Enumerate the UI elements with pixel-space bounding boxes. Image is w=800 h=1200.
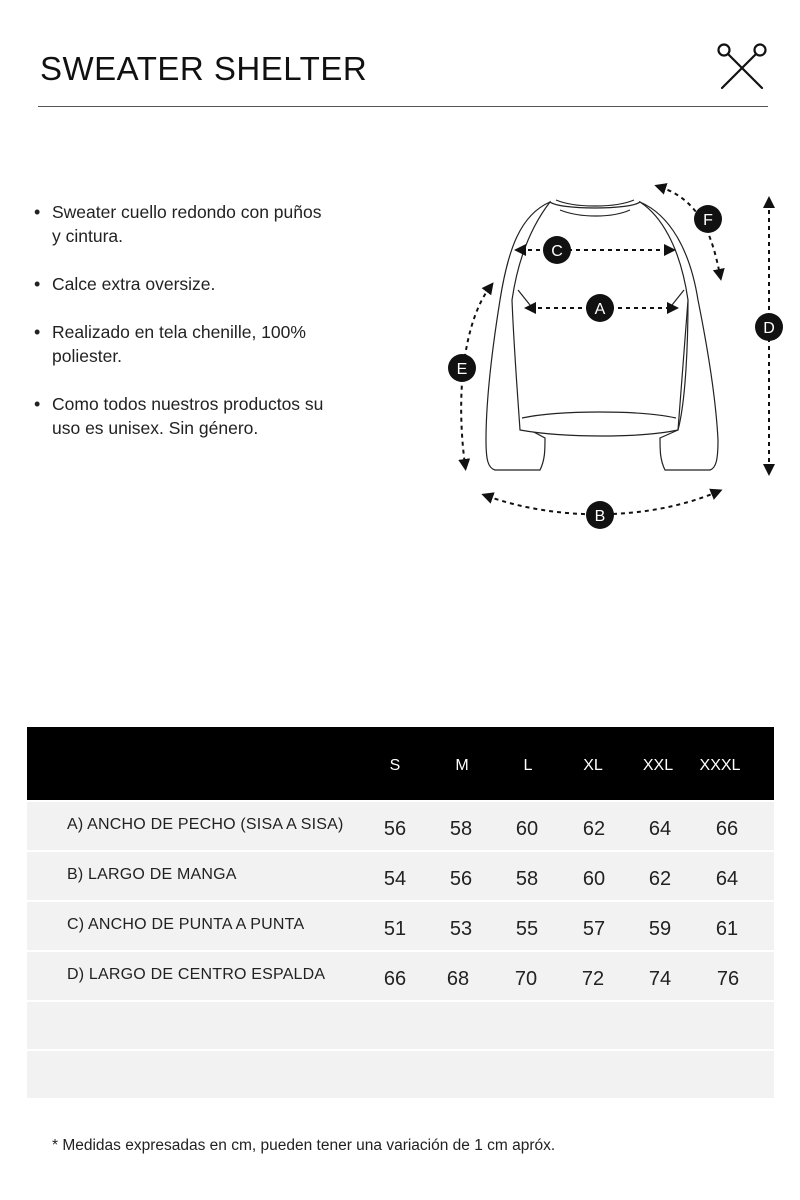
- feature-item: • Sweater cuello redondo con puños y cintura.: [34, 200, 334, 248]
- size-col-header: XL: [583, 757, 603, 774]
- marker-e-label: E: [456, 361, 468, 378]
- table-row: [27, 950, 774, 1000]
- size-table-header: [27, 727, 774, 800]
- table-cell: 54: [383, 868, 407, 890]
- size-col-header: M: [455, 757, 469, 774]
- table-cell: 76: [716, 968, 740, 990]
- size-col-header: S: [389, 757, 401, 774]
- marker-f: [694, 205, 722, 233]
- table-cell: 53: [449, 918, 473, 940]
- table-cell: 56: [383, 818, 407, 840]
- table-cell: 58: [515, 868, 539, 890]
- table-row: [27, 900, 774, 950]
- table-cell: 72: [581, 968, 605, 990]
- size-col-header: XXL: [642, 757, 674, 774]
- size-col-header: XXXL: [699, 757, 741, 774]
- marker-b-label: B: [594, 508, 606, 525]
- table-cell: 62: [582, 818, 606, 840]
- table-cell: 74: [648, 968, 672, 990]
- sweater-outline: [486, 200, 718, 470]
- table-cell: 64: [715, 868, 739, 890]
- marker-f-label: F: [703, 212, 713, 229]
- row-label: C) ANCHO DE PUNTA A PUNTA: [67, 916, 305, 933]
- footnote: * Medidas expresadas en cm, pueden tener una variación de 1 cm apróx.: [52, 1137, 556, 1154]
- row-label: A) ANCHO DE PECHO (SISA A SISA): [67, 816, 344, 833]
- row-label: D) LARGO DE CENTRO ESPALDA: [67, 966, 326, 983]
- sweater-measurement-diagram: [440, 175, 800, 535]
- marker-e: [448, 354, 476, 382]
- header-divider: [38, 106, 768, 107]
- table-cell: 70: [514, 968, 538, 990]
- feature-item: • Calce extra oversize.: [34, 272, 334, 296]
- marker-d-label: D: [763, 320, 775, 337]
- row-label: B) LARGO DE MANGA: [67, 866, 237, 883]
- table-cell: 56: [449, 868, 473, 890]
- marker-c-label: C: [551, 243, 563, 260]
- marker-d: [755, 313, 783, 341]
- table-row: [27, 800, 774, 850]
- empty-table-row: [27, 1049, 774, 1098]
- scissors-icon: [716, 42, 768, 90]
- feature-item: • Como todos nuestros productos su uso es unisex. Sin género.: [34, 392, 334, 440]
- marker-b: [586, 501, 614, 529]
- page-title: SWEATER SHELTER: [40, 50, 368, 87]
- table-cell: 68: [446, 968, 470, 990]
- table-cell: 66: [383, 968, 407, 990]
- marker-a-label: A: [594, 301, 606, 318]
- feature-item: • Realizado en tela chenille, 100% poliester.: [34, 320, 334, 368]
- table-cell: 61: [715, 918, 739, 940]
- size-col-header: L: [523, 757, 533, 774]
- marker-c: [543, 236, 571, 264]
- table-cell: 51: [383, 918, 407, 940]
- empty-table-row: [27, 1000, 774, 1049]
- table-cell: 64: [648, 818, 672, 840]
- table-cell: 62: [648, 868, 672, 890]
- table-cell: 66: [715, 818, 739, 840]
- table-cell: 57: [582, 918, 606, 940]
- marker-a: [586, 294, 614, 322]
- feature-list: [34, 200, 334, 464]
- table-cell: 60: [515, 818, 539, 840]
- table-cell: 58: [449, 818, 473, 840]
- table-cell: 55: [515, 918, 539, 940]
- table-cell: 59: [648, 918, 672, 940]
- table-row: [27, 850, 774, 900]
- size-table: [27, 727, 774, 1098]
- table-cell: 60: [582, 868, 606, 890]
